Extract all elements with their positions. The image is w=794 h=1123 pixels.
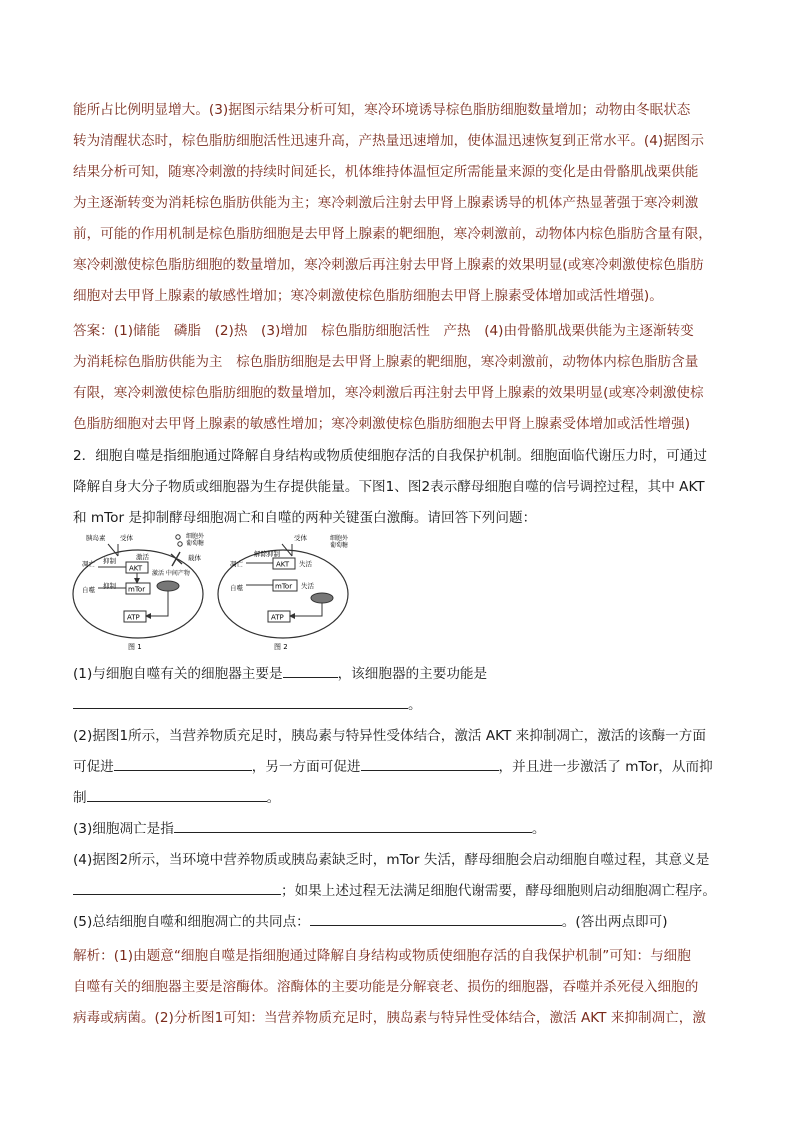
sub-question-1 bbox=[73, 659, 733, 721]
stem-line: 降解自身大分子物质或细胞器为生存提供能量。下图1、图2表示酵母细胞自噬的信号调控过程，其中 AKT bbox=[73, 479, 705, 495]
q2-text-c: ，另一方面可促进 bbox=[251, 759, 361, 775]
analysis-line: 为主逐渐转变为消耗棕色脂肪供能为主；寒冷刺激后注射去甲肾上腺素诱导的机体产热显著强于寒冷刺激 bbox=[73, 195, 699, 211]
q2-text-a: (2)据图1所示，当营养物质充足时，胰岛素与特异性受体结合，激活 AKT 来抑制凋亡，激活的该酶一方面 bbox=[73, 728, 706, 744]
label-extracellular: 细胞外 bbox=[186, 533, 205, 540]
analysis-line: 能所占比例明显增大。(3)据图示结果分析可知，寒冷环境诱导棕色脂肪细胞数量增加；动物由冬眠状态 bbox=[73, 102, 691, 118]
label-atp: ATP bbox=[127, 613, 140, 622]
label-autophagy: 自噬 bbox=[82, 586, 95, 594]
cell-signaling-figures bbox=[68, 532, 368, 652]
answer-blank[interactable] bbox=[361, 755, 499, 771]
label-glucose: 葡萄糖 bbox=[186, 540, 205, 547]
answer-blank[interactable] bbox=[283, 662, 338, 678]
label-receptor: 受体 bbox=[120, 534, 133, 542]
label-inactive-2: 失活 bbox=[301, 582, 314, 590]
analysis-line: 寒冷刺激使棕色脂肪细胞的数量增加，寒冷刺激后再注射去甲肾上腺素的效果明显(或寒冷刺激使棕色脂肪 bbox=[73, 257, 704, 273]
organelle-icon bbox=[157, 581, 179, 591]
q3-text-a: (3)细胞凋亡是指 bbox=[73, 821, 174, 837]
q1-text-c: 。 bbox=[408, 697, 422, 713]
q4-text-a: (4)据图2所示，当环境中营养物质或胰岛素缺乏时，mTor 失活，酵母细胞会启动细胞自噬过程，其意义是 bbox=[73, 852, 710, 868]
sub-question-4 bbox=[73, 845, 733, 907]
answer-line: 有限，寒冷刺激使棕色脂肪细胞的数量增加，寒冷刺激后再注射去甲肾上腺素的效果明显(或寒冷刺激使棕 bbox=[73, 385, 704, 401]
atp-arrow bbox=[146, 591, 168, 616]
q5-text-a: (5)总结细胞自噬和细胞凋亡的共同点： bbox=[73, 914, 310, 930]
label-apoptosis-2: 凋亡 bbox=[230, 560, 243, 568]
glucose-icon bbox=[176, 535, 180, 539]
answer-line: 答案：(1)储能 磷脂 (2)热 (3)增加 棕色脂肪细胞活性 产热 (4)由骨骼肌战栗供能为主逐渐转变 bbox=[73, 323, 694, 339]
sub-question-3 bbox=[73, 814, 733, 845]
q4-text-b: ；如果上述过程无法满足细胞代谢需要，酵母细胞则启动细胞凋亡程序。 bbox=[281, 883, 716, 899]
label-inhibit: 抑制 bbox=[103, 557, 116, 565]
organelle-icon-2 bbox=[311, 593, 333, 603]
label-receptor-2: 受体 bbox=[294, 534, 307, 542]
label-atp-2: ATP bbox=[271, 613, 284, 622]
label-intermediate: 激活 中间产物 bbox=[152, 570, 190, 577]
answer-line: 色脂肪细胞对去甲肾上腺素的敏感性增加；寒冷刺激使棕色脂肪细胞去甲肾上腺素受体增加或活性增强) bbox=[73, 416, 691, 432]
label-carrier: 载体 bbox=[188, 554, 201, 562]
q2-text-e: 制 bbox=[73, 790, 87, 806]
q1-text-b: ，该细胞器的主要功能是 bbox=[337, 666, 488, 682]
q5-text-b: 。(答出两点即可) bbox=[561, 914, 668, 930]
caption-fig1: 图 1 bbox=[128, 643, 142, 651]
analysis-line: 解析：(1)由题意“细胞自噬是指细胞通过降解自身结构或物质使细胞存活的自我保护机制”可知：与细胞 bbox=[73, 948, 691, 964]
label-inactive-1: 失活 bbox=[299, 560, 312, 568]
analysis-line: 病毒或病菌。(2)分析图1可知：当营养物质充足时，胰岛素与特异性受体结合，激活 AKT 来抑制凋亡，激 bbox=[73, 1010, 706, 1026]
label-akt: AKT bbox=[129, 564, 143, 573]
analysis-line: 前，可能的作用机制是棕色脂肪细胞是去甲肾上腺素的靶细胞，寒冷刺激前，动物体内棕色脂肪含量有限， bbox=[73, 226, 712, 242]
label-autophagy-2: 自噬 bbox=[230, 584, 243, 592]
q2-text-b: 可促进 bbox=[73, 759, 114, 775]
sub-question-2 bbox=[73, 721, 733, 814]
sub-question-5 bbox=[73, 907, 733, 938]
label-relieve: 解除抑制 bbox=[254, 550, 280, 558]
label-inhibit-2: 抑制 bbox=[103, 582, 116, 590]
q2-text-f: 。 bbox=[266, 790, 281, 806]
question-2-stem bbox=[73, 441, 733, 534]
label-apoptosis: 凋亡 bbox=[82, 560, 95, 568]
label-activate: 激活 bbox=[136, 553, 149, 561]
answer-blank[interactable] bbox=[73, 693, 408, 709]
label-extracellular-2: 细胞外 bbox=[330, 535, 349, 542]
label-akt-2: AKT bbox=[276, 560, 290, 569]
glucose-icon bbox=[178, 542, 182, 546]
label-insulin: 胰岛素 bbox=[86, 534, 106, 542]
carrier-icon bbox=[171, 552, 182, 566]
label-mtor: mTor bbox=[128, 585, 146, 594]
figure-svg bbox=[68, 532, 368, 652]
stem-line: 2．细胞自噬是指细胞通过降解自身结构或物质使细胞存活的自我保护机制。细胞面临代谢压力时，可通过 bbox=[73, 448, 707, 464]
analysis-line: 自噬有关的细胞器主要是溶酶体。溶酶体的主要功能是分解衰老、损伤的细胞器，吞噬并杀死侵入细胞的 bbox=[73, 979, 699, 995]
answer-blank[interactable] bbox=[310, 910, 562, 926]
answer-prev bbox=[73, 316, 733, 440]
q1-text-a: (1)与细胞自噬有关的细胞器主要是 bbox=[73, 666, 283, 682]
analysis-line: 结果分析可知，随寒冷刺激的持续时间延长，机体维持体温恒定所需能量来源的变化是由骨骼肌战栗供能 bbox=[73, 164, 699, 180]
analysis-line: 转为清醒状态时，棕色脂肪细胞活性迅速升高，产热量迅速增加，使体温迅速恢复到正常水平。(4)据图示 bbox=[73, 133, 704, 149]
atp-arrow-2 bbox=[290, 603, 322, 616]
stem-line: 和 mTor 是抑制酵母细胞凋亡和自噬的两种关键蛋白激酶。请回答下列问题： bbox=[73, 510, 537, 526]
answer-blank[interactable] bbox=[114, 755, 252, 771]
caption-fig2: 图 2 bbox=[274, 643, 288, 651]
answer-line: 为消耗棕色脂肪供能为主 棕色脂肪细胞是去甲肾上腺素的靶细胞，寒冷刺激前，动物体内棕色脂肪含量 bbox=[73, 354, 699, 370]
q3-text-b: 。 bbox=[531, 821, 546, 837]
figure-2 bbox=[218, 533, 349, 651]
figure-1 bbox=[73, 532, 205, 651]
analysis-line: 细胞对去甲肾上腺素的敏感性增加；寒冷刺激使棕色脂肪细胞去甲肾上腺素受体增加或活性增强)。 bbox=[73, 288, 663, 304]
answer-blank[interactable] bbox=[87, 786, 267, 802]
label-mtor-2: mTor bbox=[275, 582, 293, 591]
analysis-prev bbox=[73, 95, 733, 312]
answer-blank[interactable] bbox=[174, 817, 532, 833]
q2-text-d: ，并且进一步激活了 mTor，从而抑 bbox=[498, 759, 713, 775]
answer-blank[interactable] bbox=[73, 879, 281, 895]
q2-analysis bbox=[73, 941, 733, 1034]
label-glucose-2: 葡萄糖 bbox=[330, 542, 349, 549]
